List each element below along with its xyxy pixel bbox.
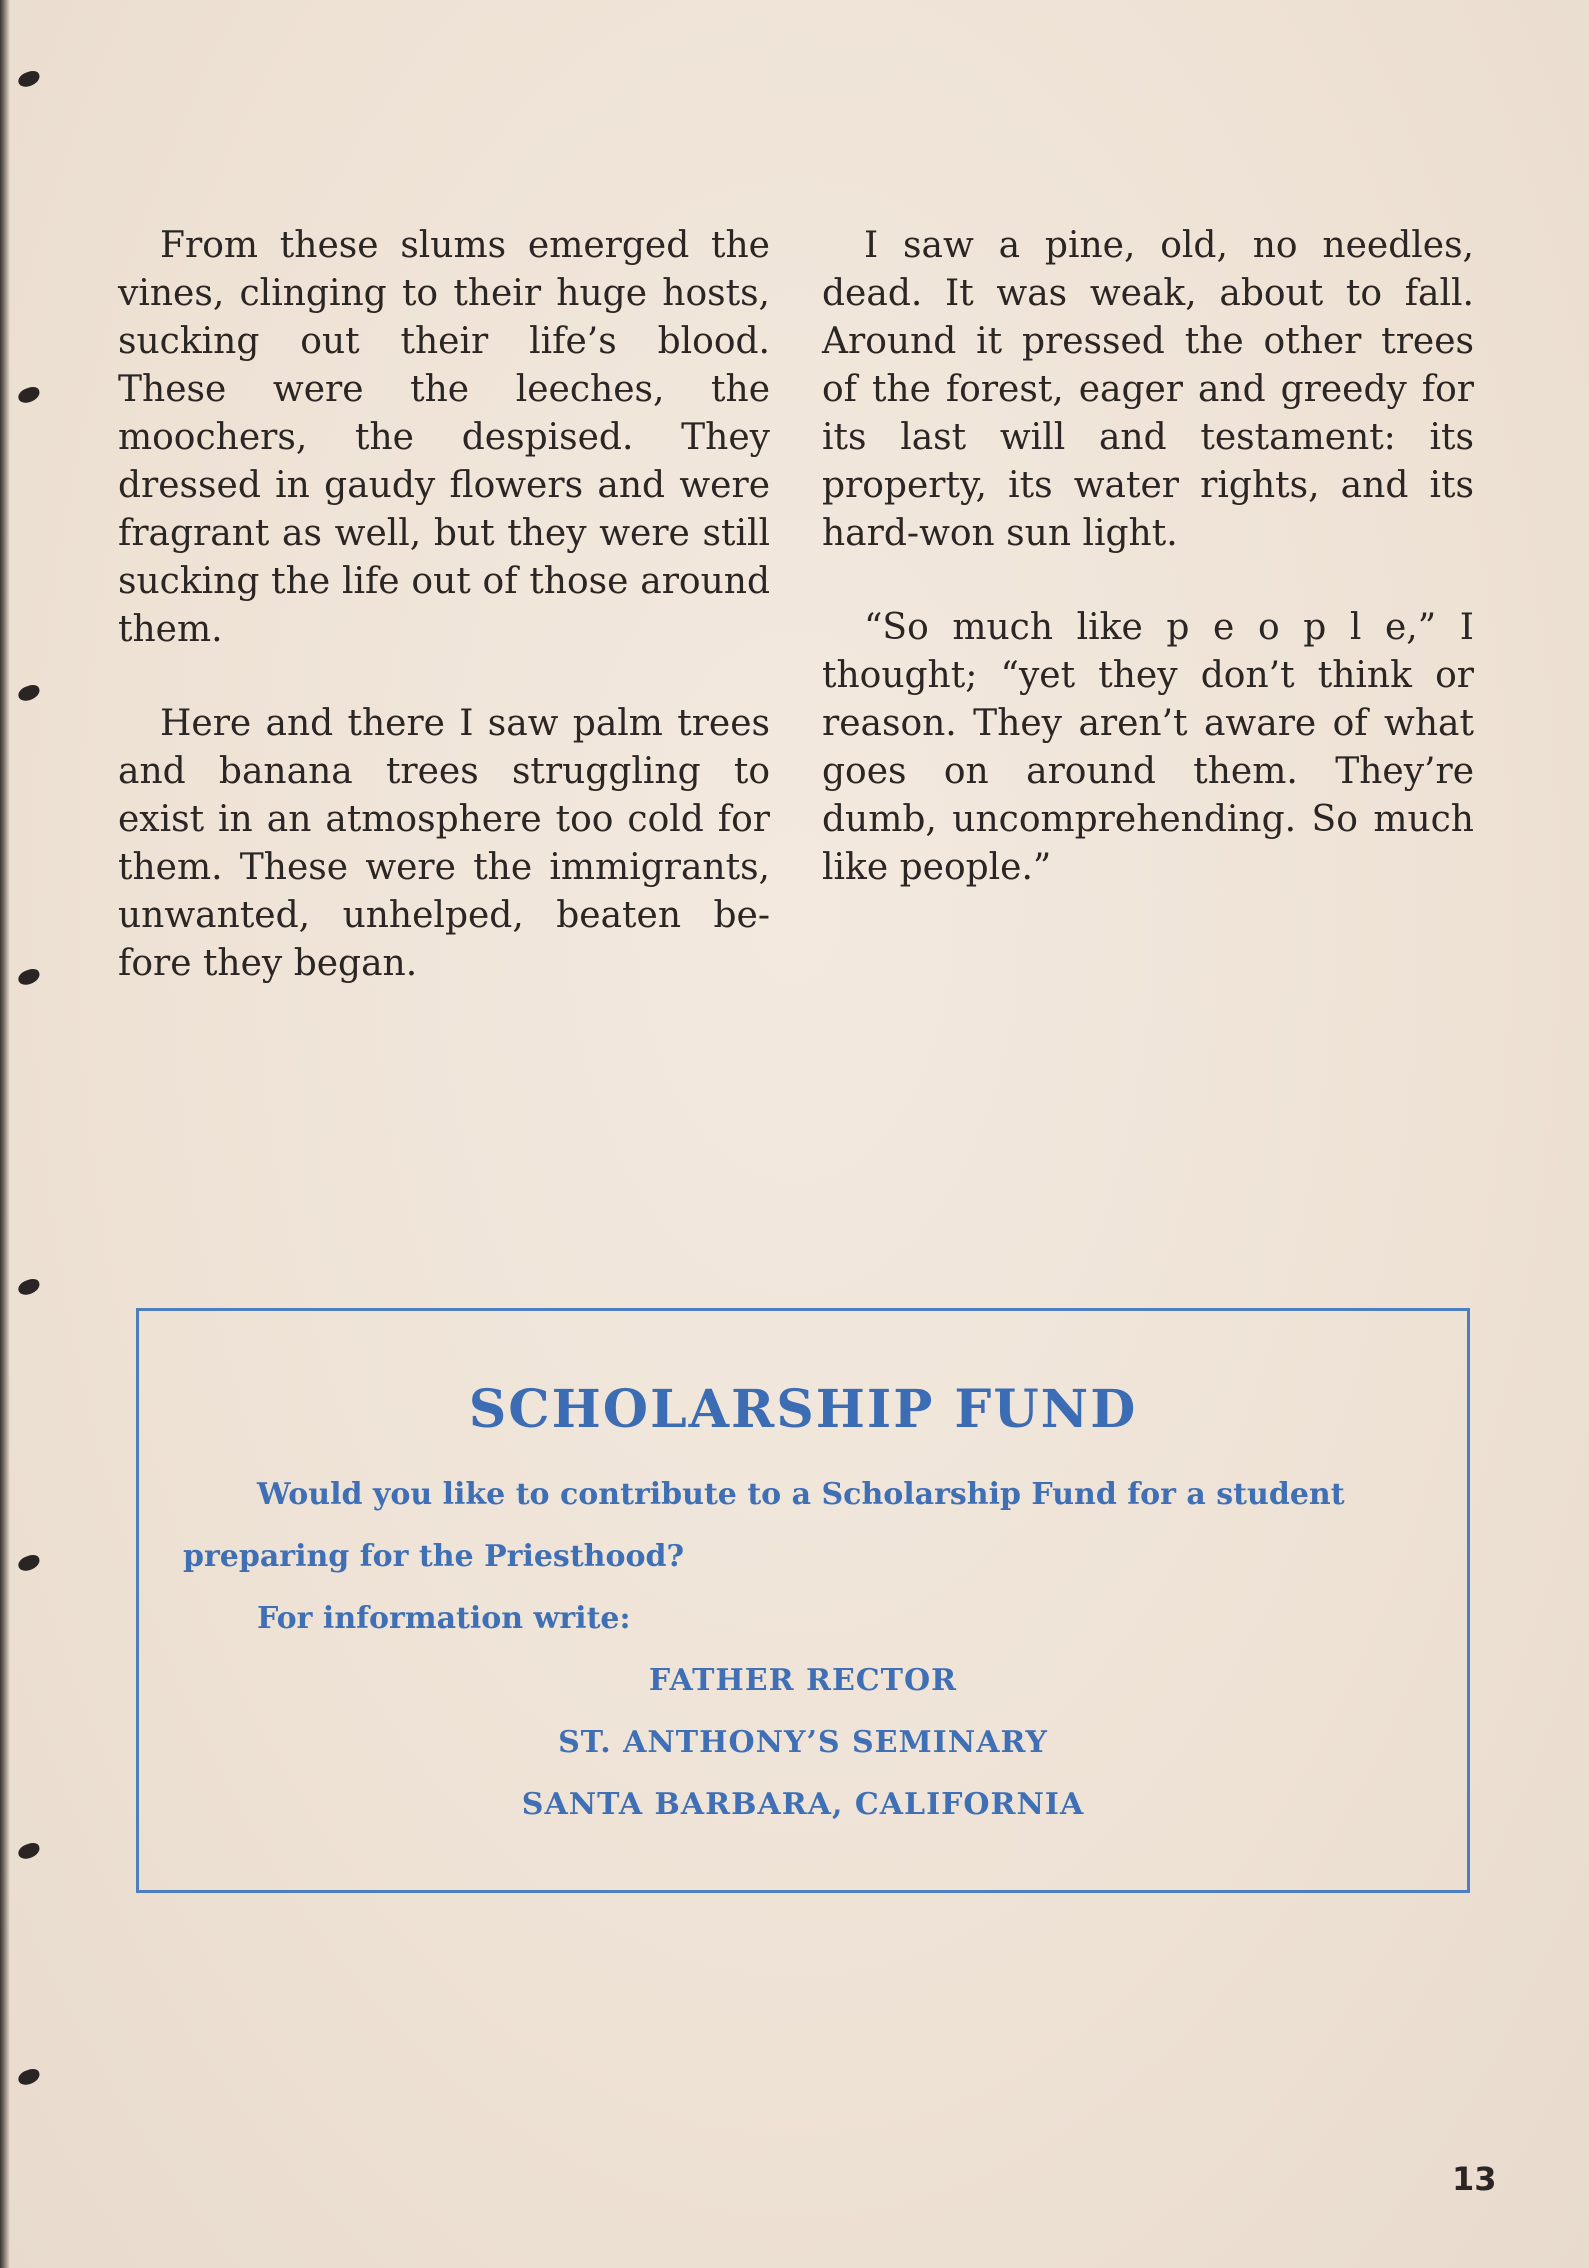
article-paragraph: I saw a pine, old, no needles, dead. It was weak, about to fall. Around it pressed the other trees of the forest, eager and greedy for its last will and testament: its property, its water rights, and its hard-won sun light. (822, 225, 1474, 554)
scholarship-question-line: Would you like to contribute to a Scholarship Fund for a student (257, 1477, 1345, 1512)
scholarship-fund-box (136, 1308, 1470, 1893)
page-binding-edge (0, 0, 10, 2268)
article-paragraph: “So much like p e o p l e,” I thought; “yet they don’t think or reason. They aren’t aware of what goes on around them. They’re dumb, uncomprehending. So much like people.” (822, 607, 1474, 888)
information-prompt: For information write: (257, 1601, 631, 1636)
binding-hole (16, 69, 41, 89)
address-line: FATHER RECTOR (648, 1663, 958, 1698)
article-left-column (118, 222, 770, 988)
article-paragraph: Here and there I saw palm trees and banana trees struggling to exist in an atmosphere too cold for them. These were the immigrants, unwanted, unhelped, beaten be-fore they began. (118, 703, 770, 984)
article-right-column (822, 222, 1474, 892)
address-line: SANTA BARBARA, CALIFORNIA (521, 1787, 1085, 1822)
binding-hole (16, 385, 41, 405)
binding-hole (16, 683, 41, 703)
binding-hole (16, 1277, 41, 1297)
scholarship-fund-title: SCHOLARSHIP FUND (468, 1379, 1138, 1440)
scholarship-question-line: preparing for the Priesthood? (183, 1539, 685, 1574)
binding-hole (16, 967, 41, 987)
binding-hole (16, 2067, 41, 2087)
binding-hole (16, 1553, 41, 1573)
binding-hole (16, 1841, 41, 1861)
page-number: 13 (1452, 2160, 1497, 2198)
article-paragraph: From these slums emerged the vines, clinging to their huge hosts, sucking out their life’s blood. These were the leeches, the moochers, the despised. They dressed in gaudy flowers and were fragrant as well, but they were still sucking the life out of those around them. (118, 225, 770, 650)
address-line: ST. ANTHONY’S SEMINARY (558, 1725, 1048, 1760)
